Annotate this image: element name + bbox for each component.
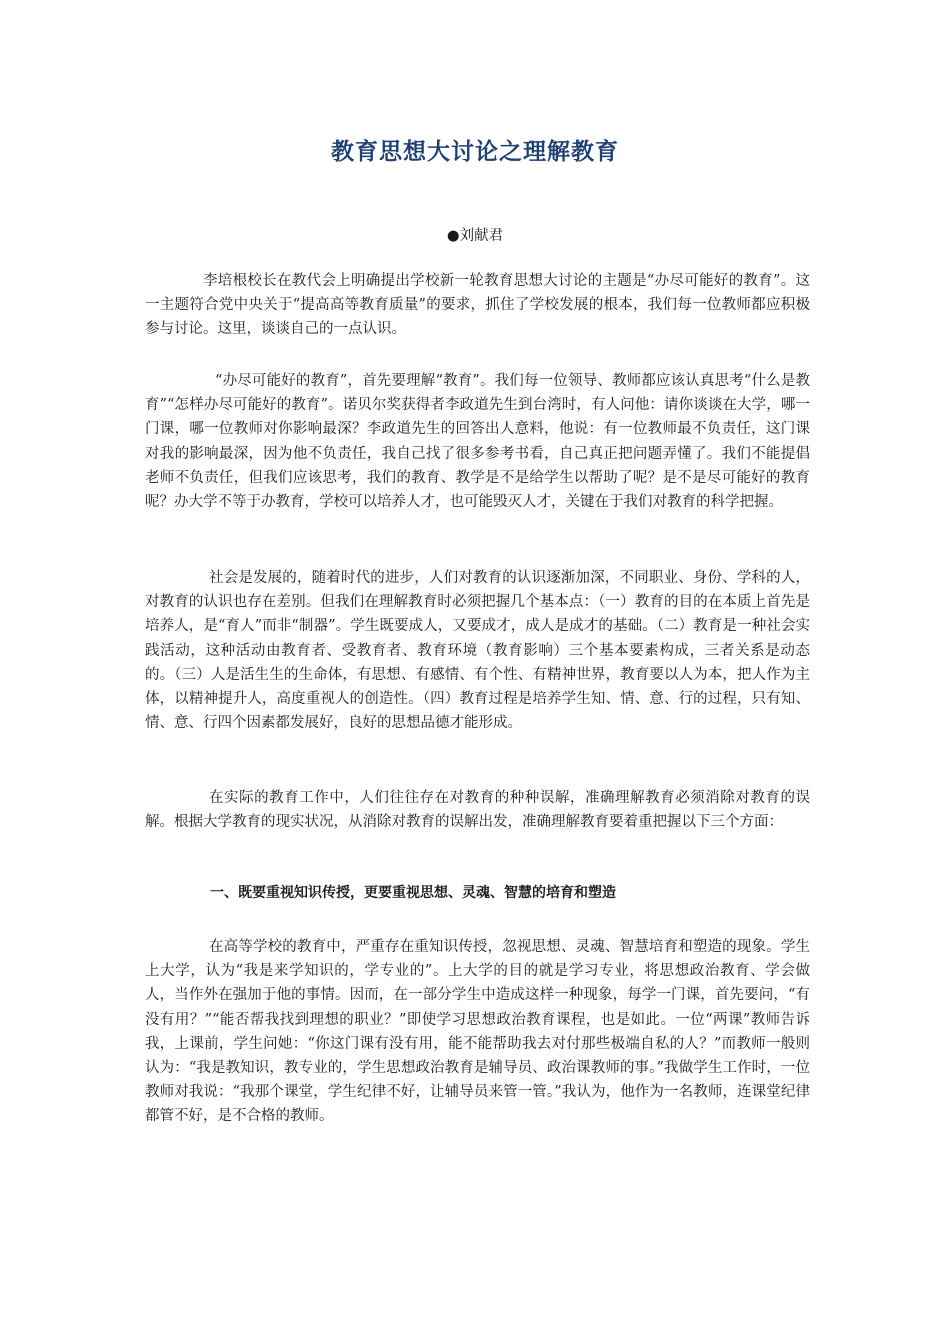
paragraph-basic-points: 社会是发展的，随着时代的进步，人们对教育的认识逐渐加深，不同职业、身份、学科的人，对教育的认识也存在差别。但我们在理解教育时必须把握几个基本点：（一）教育的目的在本质上首先是培养人，是“育人”而非“制器”。学生既要成人，又要成才，成人是成才的基础。（二）教育是一种社会实践活动，这种活动由教育者、受教育者、教育环境（教育影响）三个基本要素构成，三者关系是动态的。（三）人是活生生的生命体，有思想、有感情、有个性、有精神世界，教育要以人为本，把人作为主体，以精神提升人，高度重视人的创造性。（四）教育过程是培养学生知、情、意、行的过程，只有知、情、意、行四个因素都发展好，良好的思想品德才能形成。 xyxy=(145,570,810,732)
paragraph-intro: 李培根校长在教代会上明确提出学校新一轮教育思想大讨论的主题是“办尽可能好的教育”。这一主题符合党中央关于“提高高等教育质量”的要求，抓住了学校发展的根本，我们每一位教师都应积极参与讨论。这里，谈谈自己的一点认识。 xyxy=(145,273,810,338)
section-heading-one: 一、既要重视知识传授，更要重视思想、灵魂、智慧的培育和塑造 xyxy=(210,885,616,901)
author-byline: ●刘献君 xyxy=(446,228,504,244)
paragraph-understanding-education: “办尽可能好的教育”，首先要理解“教育”。我们每一位领导、教师都应该认真思考“什么是教育”“怎样办尽可能好的教育”。诺贝尔奖获得者李政道先生到台湾时，有人问他：请你谈谈在大学，哪一门课，哪一位教师对你影响最深？李政道先生的回答出人意料，他说：有一位教师最不负责任，这门课对我的影响最深，因为他不负责任，我自己找了很多参考书看，自己真正把问题弄懂了。我们不能提倡老师不负责任，但我们应该思考，我们的教育、教学是不是给学生以帮助了呢？是不是尽可能好的教育呢？办大学不等于办教育，学校可以培养人才，也可能毁灭人才，关键在于我们对教育的科学把握。 xyxy=(145,373,810,511)
page-title: 教育思想大讨论之理解教育 xyxy=(331,139,619,165)
paragraph-misunderstandings: 在实际的教育工作中，人们往往存在对教育的种种误解，准确理解教育必须消除对教育的误解。根据大学教育的现实状况，从消除对教育的误解出发，准确理解教育要着重把握以下三个方面： xyxy=(145,790,810,831)
paragraph-knowledge-transfer: 在高等学校的教育中，严重存在重知识传授，忽视思想、灵魂、智慧培育和塑造的现象。学生上大学，认为“我是来学知识的，学专业的”。上大学的目的就是学习专业，将思想政治教育、学会做人，当作外在强加于他的事情。因而，在一部分学生中造成这样一种现象，每学一门课，首先要问，“有没有用？”“能否帮我找到理想的职业？”即使学习思想政治教育课程，也是如此。一位“两课”教师告诉我，上课前，学生问她：“你这门课有没有用，能不能帮助我去对付那些极端自私的人？”而教师一般则认为：“我是教知识，教专业的，学生思想政治教育是辅导员、政治课教师的事。”我做学生工作时，一位教师对我说：“我那个课堂，学生纪律不好，让辅导员来管一管。”我认为，他作为一名教师，连课堂纪律都管不好，是不合格的教师。 xyxy=(145,939,810,1125)
